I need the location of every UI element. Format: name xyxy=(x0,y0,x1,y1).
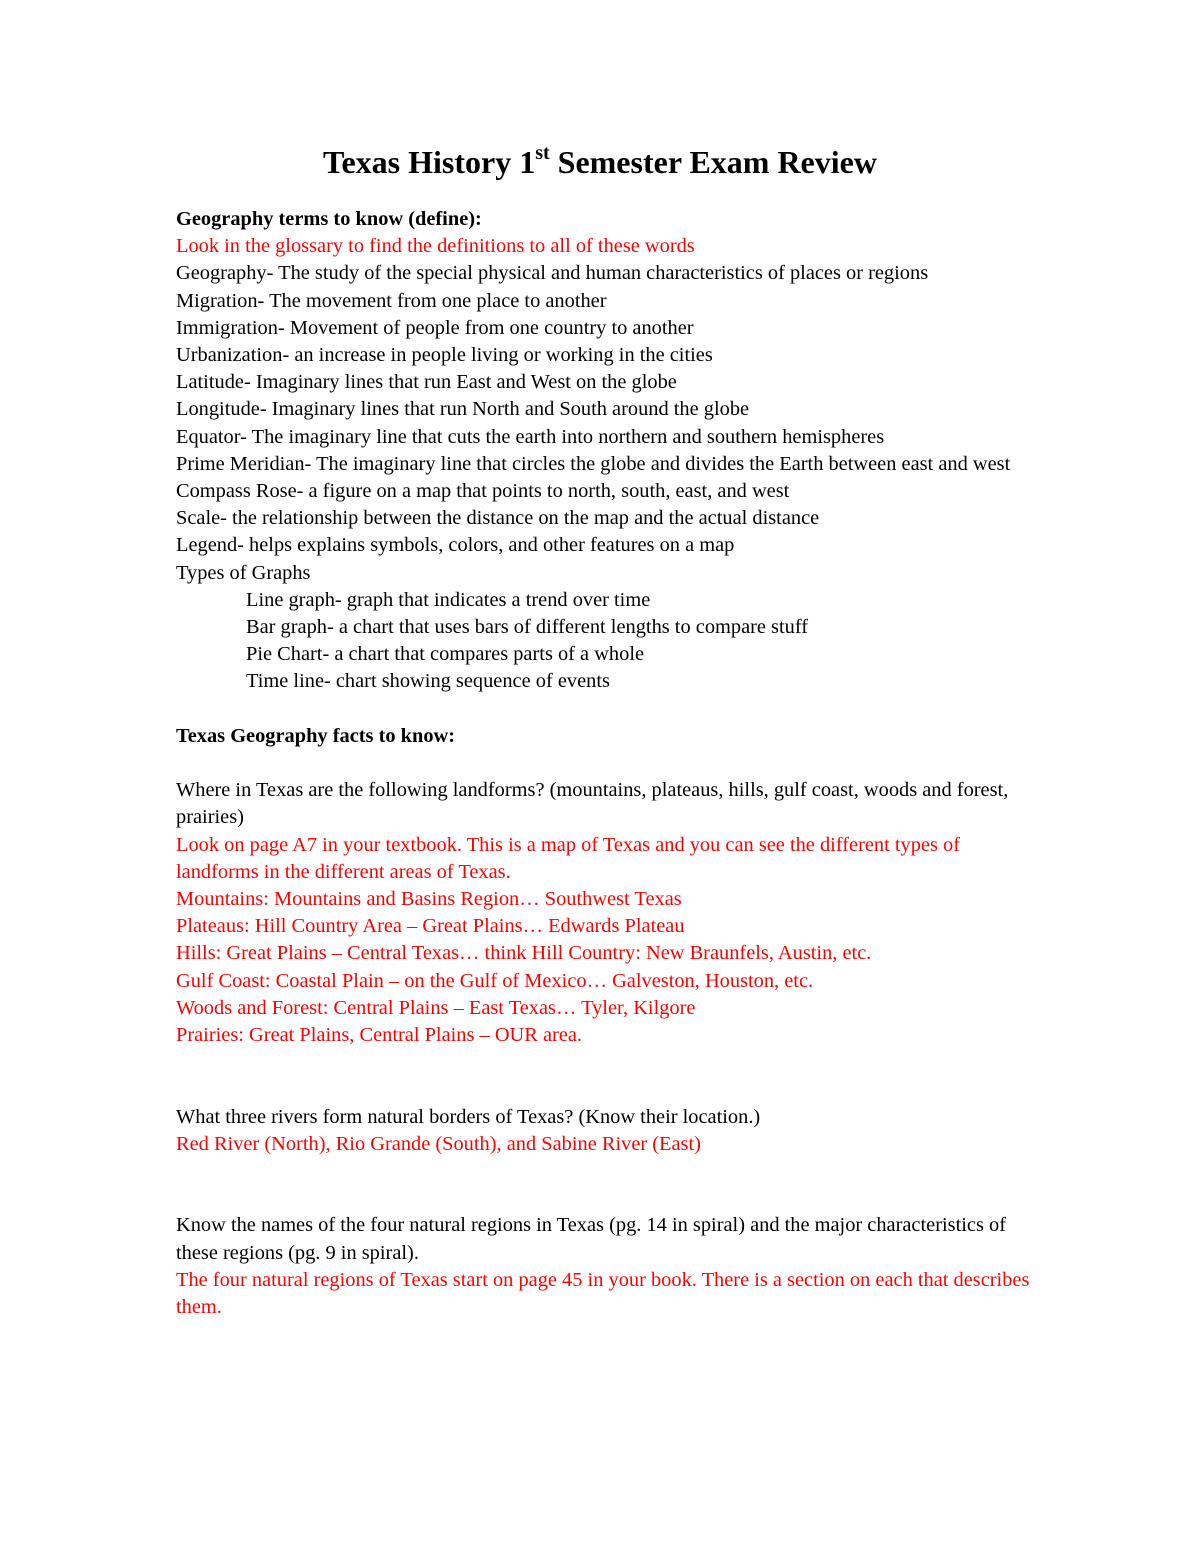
page-title xyxy=(0,138,1200,186)
landforms-question: Where in Texas are the following landforms? (mountains, plateaus, hills, gulf coast, woods and forest, prairies) xyxy=(176,779,1009,829)
term-compass-rose: Compass Rose- a figure on a map that points to north, south, east, and west xyxy=(176,480,790,503)
landform-hills: Hills: Great Plains – Central Texas… think Hill Country: New Braunfels, Austin, etc. xyxy=(176,942,872,965)
spacer xyxy=(176,1049,1036,1076)
geography-terms-heading: Geography terms to know (define): xyxy=(176,208,482,230)
spacer xyxy=(176,696,1036,723)
term-migration: Migration- The movement from one place to another xyxy=(176,289,607,312)
term-types-of-graphs: Types of Graphs xyxy=(176,561,311,584)
graph-type-pie: Pie Chart- a chart that compares parts of a whole xyxy=(246,643,645,666)
texas-geography-heading: Texas Geography facts to know: xyxy=(176,724,456,747)
rivers-answer: Red River (North), Rio Grande (South), and Sabine River (East) xyxy=(176,1132,701,1155)
glossary-note: Look in the glossary to find the definitions to all of these words xyxy=(176,235,695,258)
term-latitude: Latitude- Imaginary lines that run East and West on the globe xyxy=(176,371,677,394)
title-prefix: Texas History 1 xyxy=(323,144,536,180)
landform-woods-forest: Woods and Forest: Central Plains – East Texas… Tyler, Kilgore xyxy=(176,996,696,1019)
spacer xyxy=(176,1158,1036,1185)
graph-type-bar: Bar graph- a chart that uses bars of different lengths to compare stuff xyxy=(246,616,809,639)
regions-question: Know the names of the four natural regions in Texas (pg. 14 in spiral) and the major characteristics of these regions (pg. 9 in spiral). xyxy=(176,1214,1006,1264)
term-legend: Legend- helps explains symbols, colors, and other features on a map xyxy=(176,534,735,557)
document-body xyxy=(176,206,1036,1321)
spacer xyxy=(176,1076,1036,1103)
landform-plateaus: Plateaus: Hill Country Area – Great Plains… Edwards Plateau xyxy=(176,915,685,938)
term-urbanization: Urbanization- an increase in people living or working in the cities xyxy=(176,344,713,367)
landform-mountains: Mountains: Mountains and Basins Region… Southwest Texas xyxy=(176,888,682,911)
term-prime-meridian: Prime Meridian- The imaginary line that circles the globe and divides the Earth between east and west xyxy=(176,452,1011,475)
landform-gulf-coast: Gulf Coast: Coastal Plain – on the Gulf of Mexico… Galveston, Houston, etc. xyxy=(176,969,814,992)
spacer xyxy=(176,750,1036,777)
title-superscript: st xyxy=(535,142,550,165)
graph-type-timeline: Time line- chart showing sequence of events xyxy=(246,670,610,693)
term-longitude: Longitude- Imaginary lines that run North and South around the globe xyxy=(176,398,750,421)
term-immigration: Immigration- Movement of people from one country to another xyxy=(176,316,694,339)
spacer xyxy=(176,1185,1036,1212)
graph-type-line: Line graph- graph that indicates a trend over time xyxy=(246,588,651,611)
landform-prairies: Prairies: Great Plains, Central Plains – OUR area. xyxy=(176,1024,583,1047)
rivers-question: What three rivers form natural borders of Texas? (Know their location.) xyxy=(176,1105,761,1128)
title-suffix: Semester Exam Review xyxy=(549,144,877,180)
term-equator: Equator- The imaginary line that cuts the earth into northern and southern hemispheres xyxy=(176,425,885,448)
landforms-answer-intro: Look on page A7 in your textbook. This is a map of Texas and you can see the different types of landforms in the different areas of Texas. xyxy=(176,833,961,883)
term-geography: Geography- The study of the special physical and human characteristics of places or regions xyxy=(176,262,929,285)
term-scale: Scale- the relationship between the distance on the map and the actual distance xyxy=(176,507,820,530)
regions-answer: The four natural regions of Texas start on page 45 in your book. There is a section on each that describes them. xyxy=(176,1268,1030,1319)
